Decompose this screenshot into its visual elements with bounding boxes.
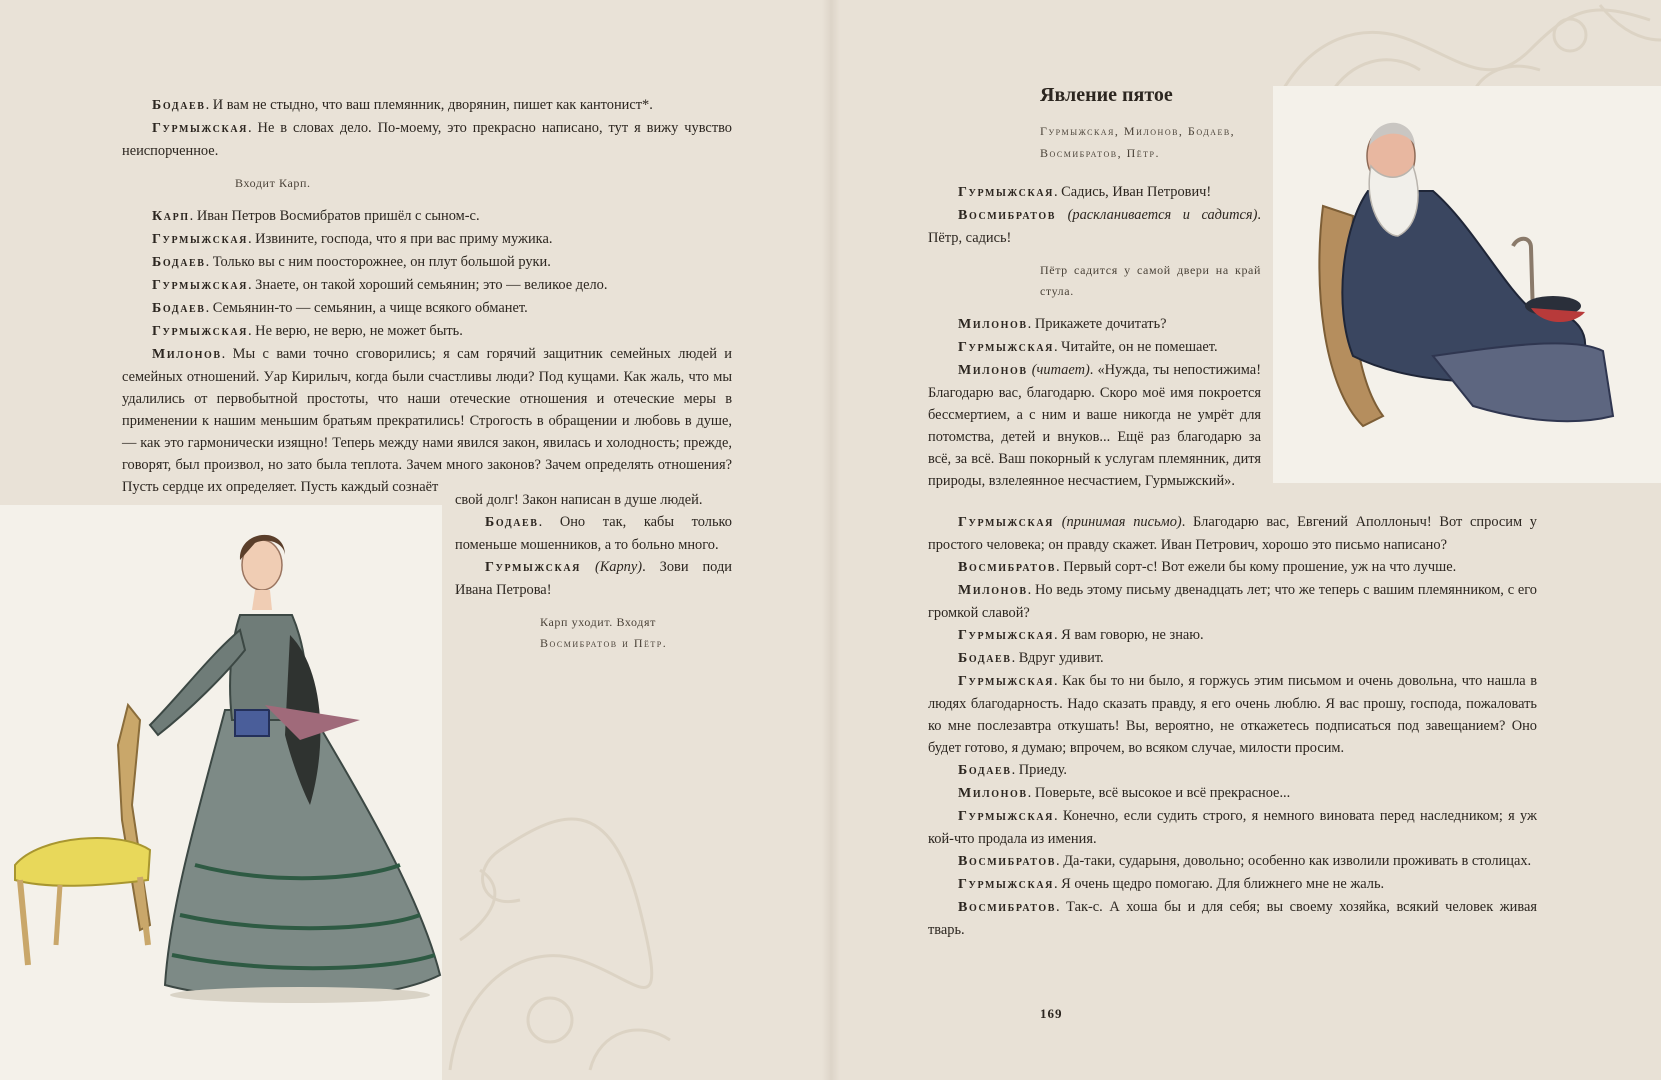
- line-text: . Приеду.: [1011, 762, 1067, 778]
- speaker-name: Милонов: [958, 317, 1028, 332]
- line-text: . Первый сорт-с! Вот ежели бы кому прошение, уж на что лучше.: [1056, 559, 1457, 575]
- line-remark: (раскланивается и садится): [1056, 207, 1258, 223]
- scene-cast-list: [1040, 120, 1270, 164]
- line-text: . Я вам говорю, не знаю.: [1053, 627, 1204, 643]
- floral-ornament-bottom-left: [440, 790, 700, 1080]
- line-text: . Поверьте, всё высокое и всё прекрасное...: [1027, 785, 1291, 801]
- dialogue-line: [928, 336, 1261, 359]
- blue-handbag: [235, 710, 269, 736]
- dialogue-line: [928, 670, 1537, 759]
- cast-list-line: Восмибратов, Пётр.: [1040, 146, 1160, 160]
- speaker-name: Милонов: [958, 363, 1028, 378]
- stage-direction-line: Карп уходит. Входят: [540, 615, 656, 629]
- line-text: . Садись, Иван Петрович!: [1053, 184, 1212, 200]
- floral-ornament-top-right: [1270, 0, 1661, 100]
- line-text: . Оно так, кабы только поменьше мошенников, а то больно много.: [455, 514, 732, 553]
- page-number: 169: [1040, 1006, 1063, 1021]
- left-dialogue-bottom: [455, 489, 732, 654]
- cast-list-line: Гурмыжская, Милонов, Бодаев,: [1040, 124, 1236, 138]
- speaker-name: Гурмыжская: [958, 674, 1054, 689]
- line-text: . Как бы то ни было, я горжусь этим письмом и очень довольна, что нашла в людях благодарность. Надо сказать правду, я его очень люблю. Я вас прошу, господа, пожаловать ко мне послезавтра откушать! Вы, вероятно, не откажетесь подписаться под завещанием? Оно будет готово, я думаю; впрочем, во всяком случае, милости просим.: [928, 673, 1537, 756]
- dialogue-line: [928, 782, 1537, 805]
- speaker-name: Милонов: [152, 347, 222, 362]
- line-remark: (принимая письмо): [1053, 514, 1182, 530]
- line-text: . Я очень щедро помогаю. Для ближнего мне не жаль.: [1053, 876, 1385, 892]
- dialogue-line: [928, 556, 1537, 579]
- speaker-name: Гурмыжская: [152, 232, 248, 247]
- speaker-name: Бодаев: [958, 651, 1012, 666]
- line-text: . Пётр, садись!: [928, 207, 1261, 246]
- speaker-name: Гурмыжская: [958, 877, 1054, 892]
- stage-direction: Пётр садится у самой двери на край стула.: [1040, 263, 1261, 298]
- line-text: . Семьянин-то — семьянин, а чище всякого обманет.: [205, 300, 528, 316]
- line-remark: (читает): [1027, 362, 1090, 378]
- line-remark: (Карпу): [580, 559, 643, 575]
- dialogue-line: [122, 274, 732, 297]
- line-text: . Иван Петров Восмибратов пришёл с сыном-с.: [189, 208, 480, 224]
- line-text: . Знаете, он такой хороший семьянин; это — великое дело.: [247, 277, 608, 293]
- speaker-name: Гурмыжская: [958, 809, 1054, 824]
- line-text: . Не верю, не верю, не может быть.: [247, 323, 463, 339]
- speaker-name: Гурмыжская: [152, 324, 248, 339]
- speaker-name: Гурмыжская: [485, 560, 581, 575]
- dialogue-line: [122, 320, 732, 343]
- dialogue-line: [928, 579, 1537, 624]
- line-continuation: свой долг! Закон написан в душе людей.: [455, 492, 703, 508]
- dialogue-line: [122, 251, 732, 274]
- left-dialogue-top: [122, 94, 732, 498]
- line-text: . Прикажете дочитать?: [1027, 316, 1167, 332]
- speaker-name: Бодаев: [958, 763, 1012, 778]
- dialogue-line: [122, 343, 732, 498]
- dialogue-line: [928, 204, 1261, 249]
- woman-figure-drawing: [0, 505, 442, 1080]
- speaker-name: Бодаев: [485, 515, 539, 530]
- line-text: . И вам не стыдно, что ваш племянник, дворянин, пишет как кантонист*.: [205, 97, 653, 113]
- speaker-name: Карп: [152, 209, 190, 224]
- speaker-name: Милонов: [958, 583, 1028, 598]
- chair-drawing: [15, 705, 150, 965]
- line-text: . Конечно, если судить строго, я немного виновата перед наследником; я уж кой-что продала из имения.: [928, 808, 1537, 847]
- dialogue-line: [455, 556, 732, 601]
- speaker-name: Восмибратов: [958, 560, 1057, 575]
- speaker-name: Гурмыжская: [152, 278, 248, 293]
- line-text: . Мы с вами точно сговорились; я сам горячий защитник семейных людей и семейных отношений. Уар Кирилыч, когда были счастливы люди? Под кущами. Как жаль, что мы удалились от первобытной простоты, что наши отеческие отношения и отеческие меры в применении к нашим меньшим братьям прекратились! Строгость в обращении и любовь в душе, — как это гармонически изящно! Теперь между нами явился закон, явилась и холодность; прежде, говорят, был произвол, но зато была теплота. Зачем много законов? Зачем определять отношения? Пусть сердце их определяет. Пусть каждый сознаёт: [122, 346, 732, 495]
- speaker-name: Гурмыжская: [152, 121, 248, 136]
- illustration-seated-old-man: [1273, 86, 1661, 483]
- speaker-name: Бодаев: [152, 98, 206, 113]
- dialogue-line: [928, 647, 1537, 670]
- stage-direction: Входит Карп.: [235, 176, 311, 190]
- line-text: . «Нужда, ты непостижима! Благодарю вас, благодарю. Скоро моё имя покроется бессмертием, а с ним и ваше никогда не умрёт для потомства, детей и внуков... Ещё раз благодарю за всё, за всё. Ваш покорный к услугам племянник, дитя природы, взлелеянное несчастием, Гурмыжский».: [928, 362, 1261, 489]
- speaker-name: Гурмыжская: [958, 628, 1054, 643]
- line-text: . Не в словах дело. По-моему, это прекрасно написано, тут я вижу чувство неиспорченное.: [122, 120, 732, 159]
- line-text: . Зови поди Ивана Петрова!: [455, 559, 732, 598]
- speaker-name: Милонов: [958, 786, 1028, 801]
- line-text: . Так-с. А хоша бы и для себя; вы своему хозяйка, всякий человек живая тварь.: [928, 899, 1537, 938]
- stage-direction: [540, 612, 732, 654]
- line-text: . Благодарю вас, Евгений Аполлоныч! Вот спросим у простого человека; он правду скажет. Иван Петрович, хорошо это письмо написано?: [928, 514, 1537, 553]
- stage-direction-line: Восмибратов и Пётр.: [540, 636, 668, 650]
- line-text: . Но ведь этому письму двенадцать лет; что же теперь с вашим племянником, с его громкой славой?: [928, 582, 1537, 621]
- dialogue-line: [928, 313, 1261, 336]
- line-text: . Вдруг удивит.: [1011, 650, 1104, 666]
- dialogue-line: [122, 205, 732, 228]
- speaker-name: Бодаев: [152, 301, 206, 316]
- dialogue-line: [928, 873, 1537, 896]
- old-man-figure-drawing: [1273, 86, 1661, 483]
- dialogue-line: [928, 359, 1261, 492]
- book-gutter: [822, 0, 840, 1080]
- dialogue-line: [122, 94, 732, 117]
- dialogue-line: [928, 759, 1537, 782]
- dialogue-line: [928, 511, 1537, 556]
- scene-heading: Явление пятое: [1040, 84, 1173, 106]
- speaker-name: Гурмыжская: [958, 515, 1054, 530]
- dialogue-line: [928, 896, 1537, 941]
- dialogue-line: [928, 850, 1537, 873]
- speaker-name: Восмибратов: [958, 900, 1057, 915]
- dialogue-line: [928, 805, 1537, 850]
- speaker-name: Гурмыжская: [958, 340, 1054, 355]
- speaker-name: Гурмыжская: [958, 185, 1054, 200]
- dialogue-line: [122, 228, 732, 251]
- dialogue-line: [928, 624, 1537, 647]
- speaker-name: Бодаев: [152, 255, 206, 270]
- line-text: . Только вы с ним поосторожнее, он плут большой руки.: [205, 254, 551, 270]
- speaker-name: Восмибратов: [958, 208, 1057, 223]
- right-dialogue-bottom: [928, 511, 1537, 941]
- illustration-woman-with-chair: [0, 505, 442, 1080]
- dialogue-line: [455, 511, 732, 556]
- dialogue-line: [928, 181, 1261, 204]
- dialogue-line: [122, 297, 732, 320]
- dialogue-line: [122, 117, 732, 162]
- right-dialogue-top: [928, 181, 1261, 492]
- line-text: . Читайте, он не помешает.: [1053, 339, 1218, 355]
- speaker-name: Восмибратов: [958, 854, 1057, 869]
- line-text: . Да-таки, сударыня, довольно; особенно как изволили проживать в столицах.: [1056, 853, 1532, 869]
- line-text: . Извините, господа, что я при вас приму мужика.: [247, 231, 553, 247]
